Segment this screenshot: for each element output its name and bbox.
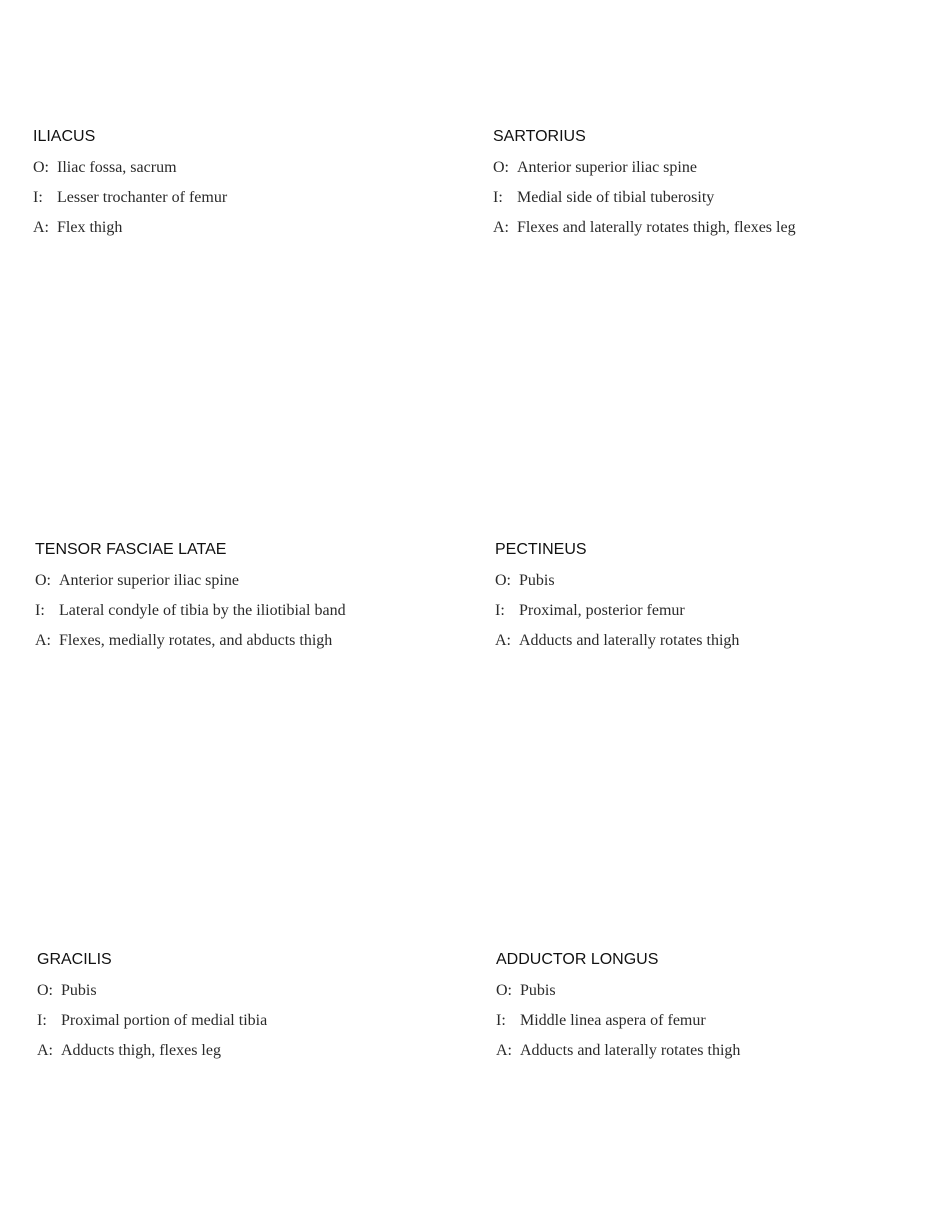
origin-row (495, 571, 925, 591)
muscle-card-pectineus (495, 540, 925, 661)
origin-label: O: (493, 159, 509, 176)
origin-row (496, 981, 926, 1001)
origin-value: Anterior superior iliac spine (59, 572, 239, 589)
action-row (495, 631, 925, 651)
origin-row (493, 158, 923, 178)
muscle-name: ILIACUS (33, 128, 96, 145)
action-row (493, 218, 923, 238)
action-label: A: (37, 1042, 53, 1059)
insertion-value: Proximal, posterior femur (519, 602, 685, 619)
action-value: Flex thigh (57, 219, 123, 236)
insertion-value: Lesser trochanter of femur (57, 189, 228, 206)
action-label: A: (493, 219, 509, 236)
action-value: Flexes, medially rotates, and abducts thigh (59, 632, 333, 649)
insertion-row (495, 601, 925, 621)
origin-label: O: (35, 572, 51, 589)
origin-value: Pubis (520, 982, 556, 999)
origin-label: O: (33, 159, 49, 176)
action-row (35, 631, 465, 651)
action-value: Adducts and laterally rotates thigh (519, 632, 740, 649)
origin-value: Anterior superior iliac spine (517, 159, 697, 176)
insertion-value: Middle linea aspera of femur (520, 1012, 706, 1029)
action-value: Adducts and laterally rotates thigh (520, 1042, 741, 1059)
action-value: Flexes and laterally rotates thigh, flexes leg (517, 219, 796, 236)
muscle-name: PECTINEUS (495, 541, 587, 558)
muscle-name: GRACILIS (37, 951, 112, 968)
insertion-label: I: (35, 602, 45, 619)
action-row (496, 1041, 926, 1061)
insertion-label: I: (496, 1012, 506, 1029)
origin-row (35, 571, 465, 591)
insertion-label: I: (37, 1012, 47, 1029)
insertion-value: Lateral condyle of tibia by the iliotibial band (59, 602, 346, 619)
insertion-row (35, 601, 465, 621)
action-label: A: (33, 219, 49, 236)
muscle-card-adductor-longus (496, 950, 926, 1071)
muscle-name: SARTORIUS (493, 128, 586, 145)
action-label: A: (496, 1042, 512, 1059)
origin-label: O: (37, 982, 53, 999)
insertion-value: Proximal portion of medial tibia (61, 1012, 268, 1029)
muscle-name: TENSOR FASCIAE LATAE (35, 541, 227, 558)
action-row (37, 1041, 467, 1061)
muscle-card-gracilis (37, 950, 467, 1071)
muscle-card-iliacus (33, 127, 463, 248)
origin-label: O: (495, 572, 511, 589)
insertion-value: Medial side of tibial tuberosity (517, 189, 715, 206)
action-row (33, 218, 463, 238)
insertion-row (493, 188, 923, 208)
insertion-row (496, 1011, 926, 1031)
insertion-row (37, 1011, 467, 1031)
muscle-card-sartorius (493, 127, 923, 248)
action-value: Adducts thigh, flexes leg (61, 1042, 221, 1059)
insertion-label: I: (493, 189, 503, 206)
action-label: A: (495, 632, 511, 649)
origin-value: Pubis (519, 572, 555, 589)
muscle-name: ADDUCTOR LONGUS (496, 951, 659, 968)
insertion-row (33, 188, 463, 208)
origin-value: Iliac fossa, sacrum (57, 159, 177, 176)
insertion-label: I: (495, 602, 505, 619)
origin-row (37, 981, 467, 1001)
insertion-label: I: (33, 189, 43, 206)
origin-value: Pubis (61, 982, 97, 999)
muscle-card-tensor-fasciae-latae (35, 540, 465, 661)
origin-label: O: (496, 982, 512, 999)
origin-row (33, 158, 463, 178)
action-label: A: (35, 632, 51, 649)
